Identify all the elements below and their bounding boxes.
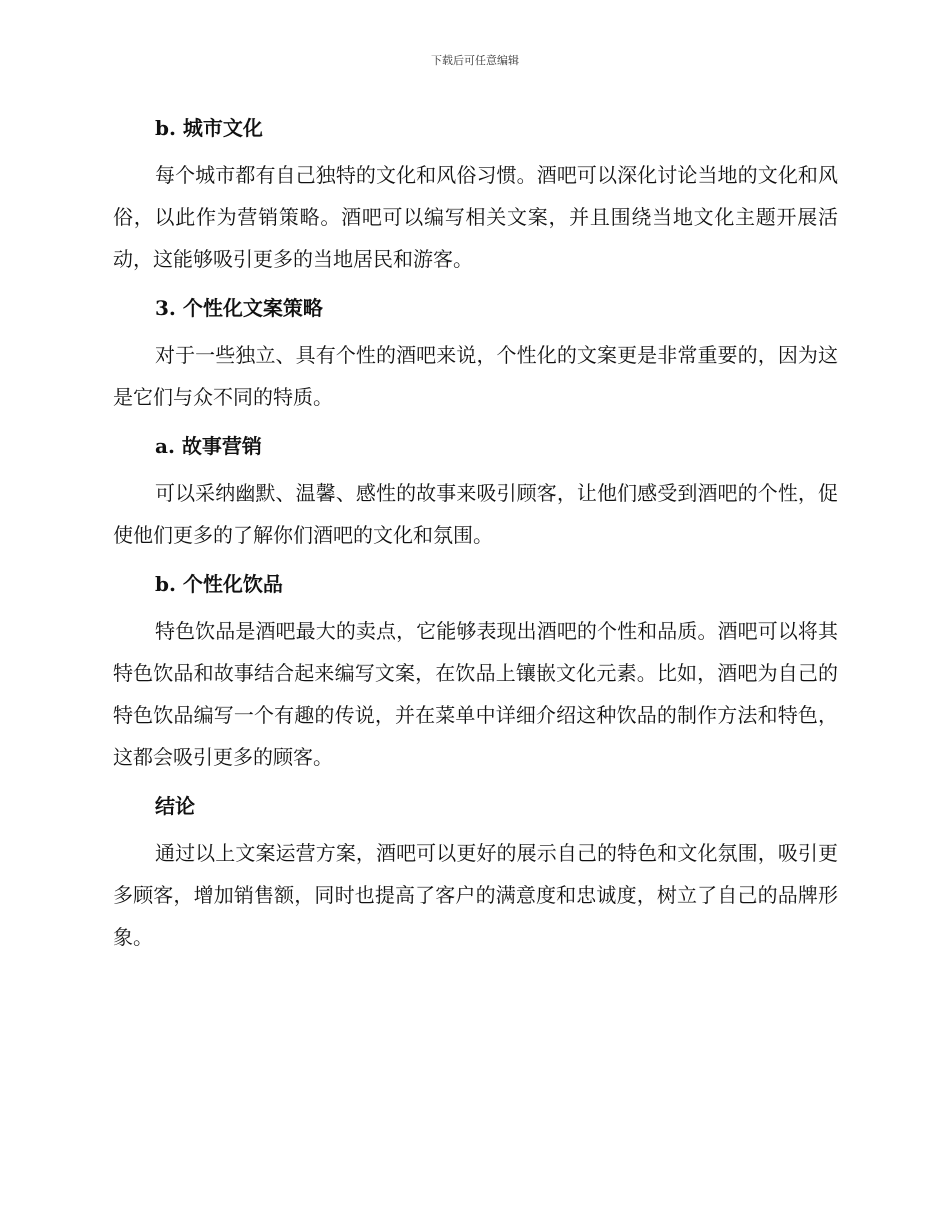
paragraph-personalized-drinks: 特色饮品是酒吧最大的卖点，它能够表现出酒吧的个性和品质。酒吧可以将其特色饮品和故事结合起来编写文案，在饮品上镶嵌文化元素。比如，酒吧为自己的特色饮品编写一个有趣的传说，并在菜单中详细介绍这种饮品的制作方法和特色，这都会吸引更多的顾客。 (113, 619, 838, 769)
paragraph-story-marketing: 可以采纳幽默、温馨、感性的故事来吸引顾客，让他们感受到酒吧的个性，促使他们更多的了解你们酒吧的文化和氛围。 (113, 481, 838, 547)
section-heading-personalized-drinks: b. 个性化饮品 (155, 572, 283, 596)
paragraph-personalized-strategy: 对于一些独立、具有个性的酒吧来说，个性化的文案更是非常重要的，因为这是它们与众不同的特质。 (113, 343, 838, 409)
paragraph-city-culture: 每个城市都有自己独特的文化和风俗习惯。酒吧可以深化讨论当地的文化和风俗，以此作为营销策略。酒吧可以编写相关文案，并且围绕当地文化主题开展活动，这能够吸引更多的当地居民和游客。 (113, 163, 838, 271)
document-body (113, 108, 838, 958)
header-note: 下载后可任意编辑 (431, 54, 519, 67)
section-heading-conclusion: 结论 (155, 794, 195, 818)
section-heading-city-culture: b. 城市文化 (155, 116, 263, 140)
paragraph-conclusion: 通过以上文案运营方案，酒吧可以更好的展示自己的特色和文化氛围，吸引更多顾客，增加销售额，同时也提高了客户的满意度和忠诚度，树立了自己的品牌形象。 (113, 841, 838, 949)
section-heading-story-marketing: a. 故事营销 (155, 434, 262, 458)
section-heading-personalized-strategy: 3. 个性化文案策略 (155, 296, 323, 320)
